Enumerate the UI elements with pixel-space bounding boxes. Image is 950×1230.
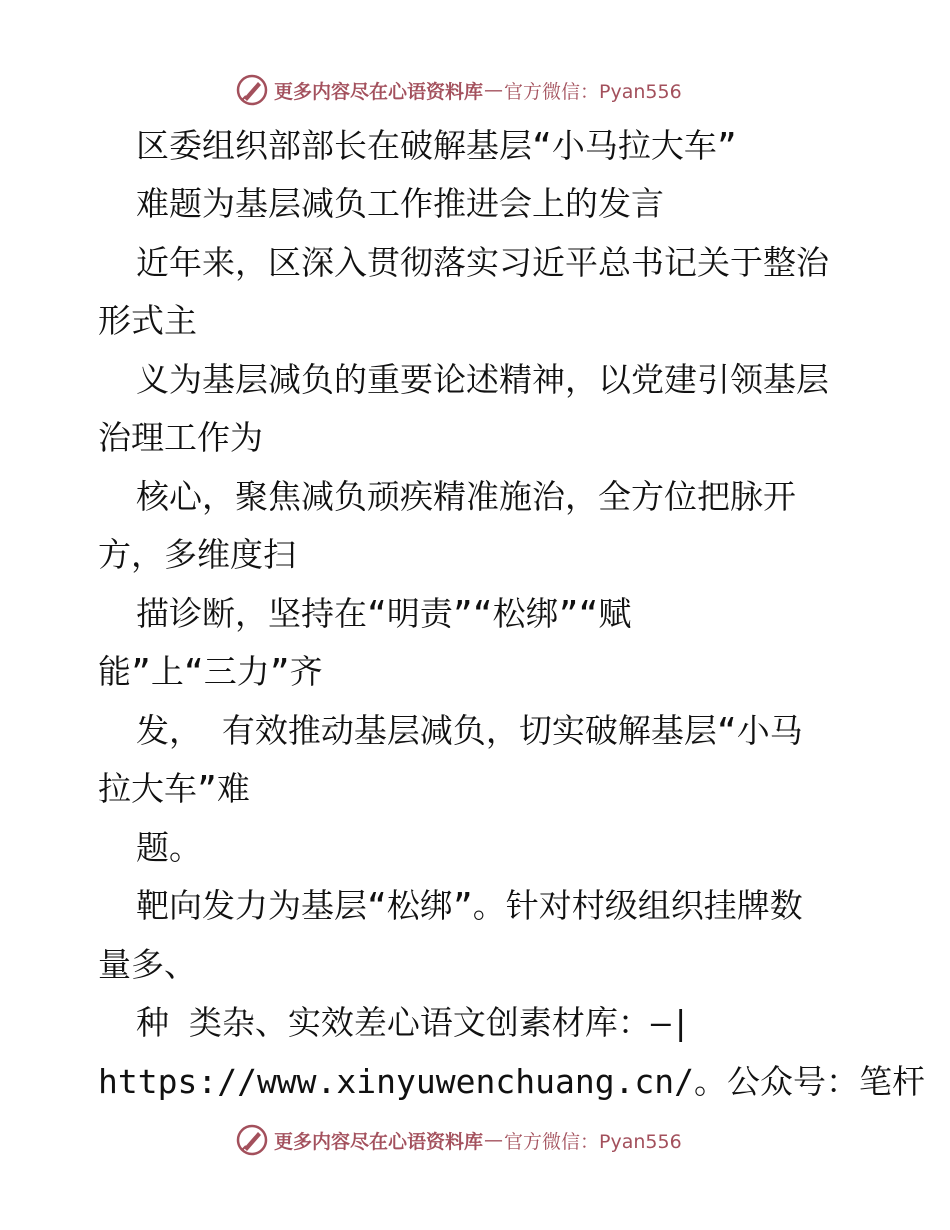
text-line: 方，多维度扫 <box>98 535 296 574</box>
footer-banner[interactable] <box>236 1123 682 1157</box>
header-brand-text: 更多内容尽在心语资料库 <box>274 80 484 103</box>
text-line: 核心，聚焦减负顽疾精准施治，全方位把脉开 <box>136 477 796 516</box>
text-line: 发， 有效推动基层减负，切实破解基层“小马 <box>136 711 803 750</box>
text-line: 拉大车”难 <box>98 769 250 808</box>
header-dash: — <box>484 79 504 101</box>
title-line-2: 难题为基层减负工作推进会上的发言 <box>136 184 664 223</box>
text-line: 义为基层减负的重要论述精神，以党建引领基层 <box>136 360 829 399</box>
header-wechat-text: 官方微信：Pyan556 <box>504 80 682 103</box>
footer-brand-text: 更多内容尽在心语资料库 <box>274 1130 484 1153</box>
quill-pen-logo-icon <box>236 1124 268 1156</box>
quill-pen-logo-icon <box>236 74 268 106</box>
text-line: 能”上“三力”齐 <box>98 652 323 691</box>
text-line: 量多、 <box>98 945 197 984</box>
footer-dash: — <box>484 1129 504 1151</box>
text-line: 题。 <box>136 828 202 867</box>
text-line: 靶向发力为基层“松绑”。针对村级组织挂牌数 <box>136 886 803 925</box>
text-line: 治理工作为 <box>98 418 263 457</box>
url-line[interactable]: https://www.xinyuwenchuang.cn/。公众号：笔杆 <box>98 1062 926 1101</box>
footer-wechat-text: 官方微信：Pyan556 <box>504 1130 682 1153</box>
text-line: 形式主 <box>98 301 197 340</box>
text-line: 种 类杂、实效差心语文创素材库：—| <box>136 1003 691 1042</box>
text-line: 近年来，区深入贯彻落实习近平总书记关于整治 <box>136 243 829 282</box>
header-banner[interactable] <box>236 73 682 107</box>
text-line: 描诊断，坚持在“明责”“松绑”“赋 <box>136 594 632 633</box>
title-line-1: 区委组织部部长在破解基层“小马拉大车” <box>136 126 737 165</box>
